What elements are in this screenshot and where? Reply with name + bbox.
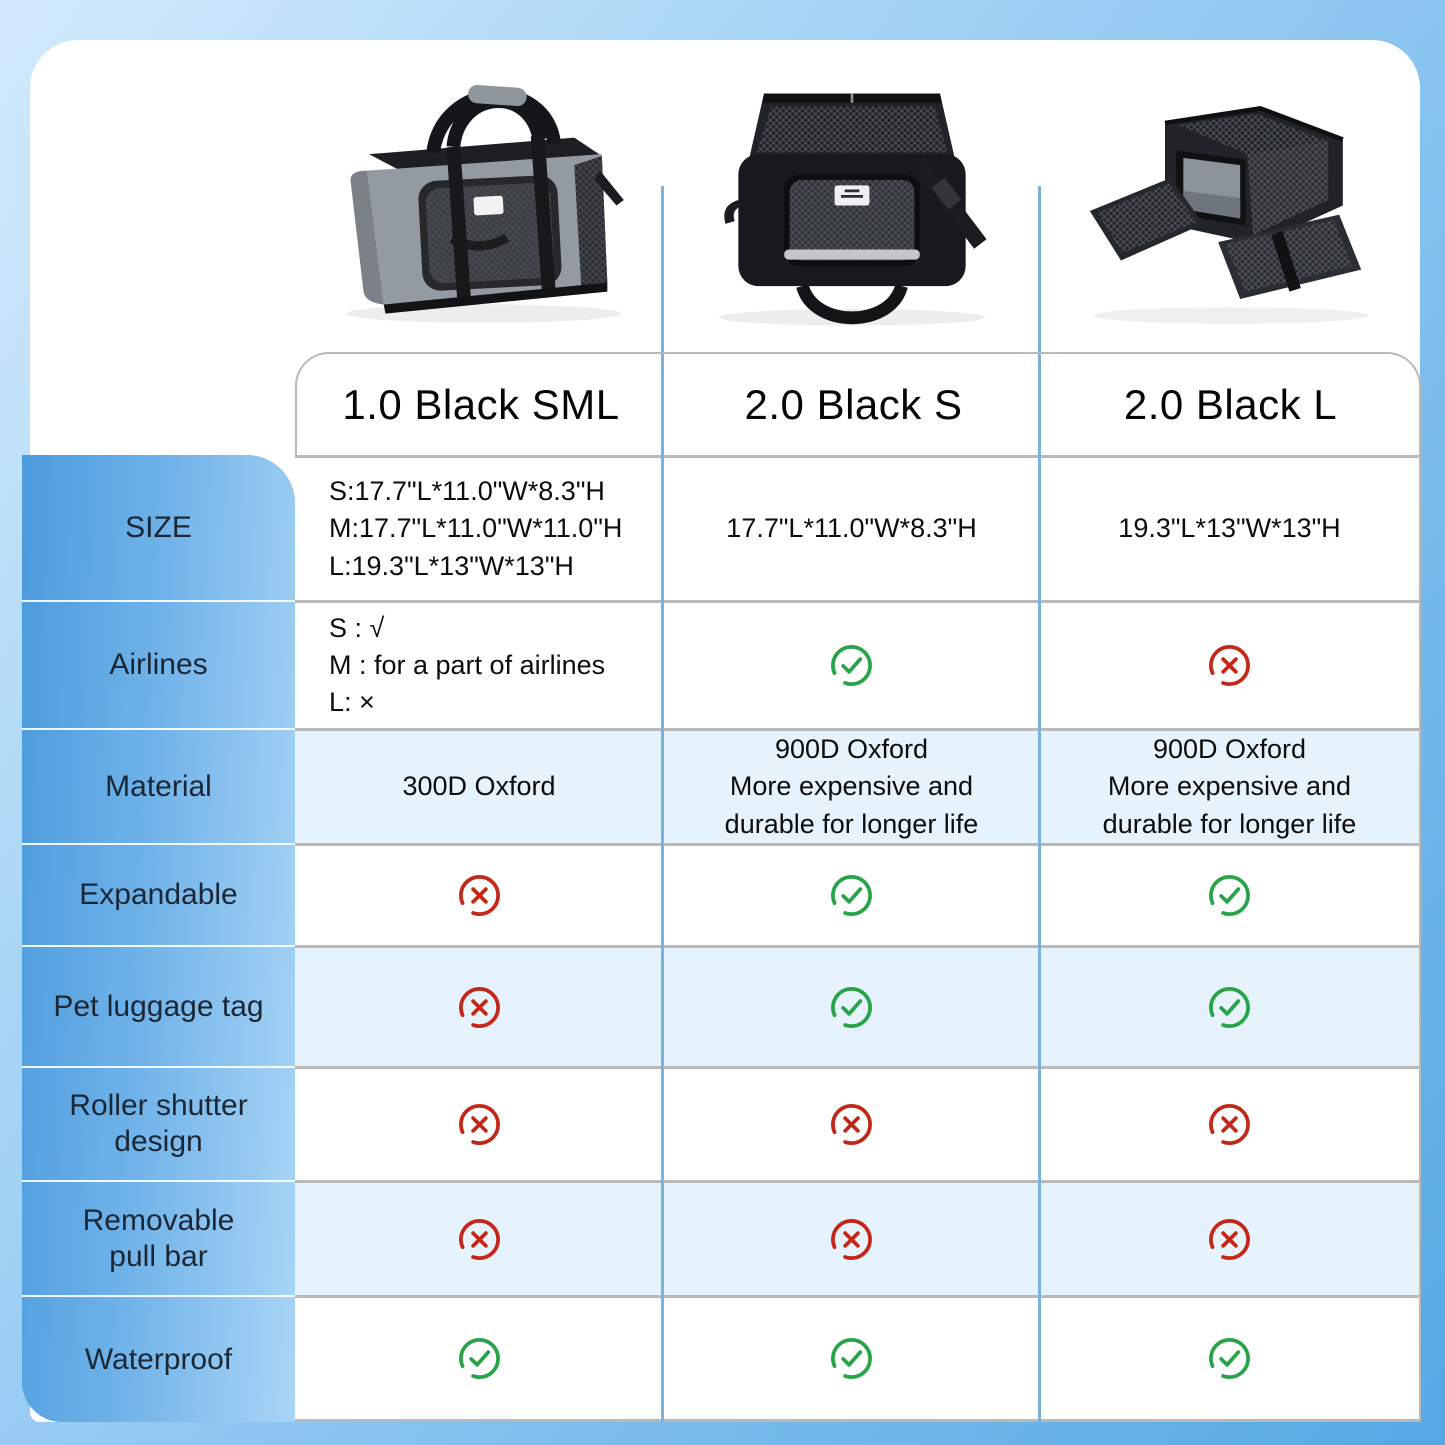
cell-airlines-col2 — [663, 603, 1040, 728]
product-name-1: 1.0 Black SML — [342, 380, 620, 428]
cell-material-col1: 300D Oxford — [402, 771, 556, 802]
circled-check-icon — [828, 872, 875, 919]
circled-cross-icon — [456, 872, 503, 919]
cell-airlines-col1: S : √ M : for a part of airlines L: × — [329, 612, 606, 718]
circled-cross-icon — [828, 1216, 875, 1263]
product-name-3: 2.0 Black L — [1123, 380, 1338, 428]
cell-roller-shutter-design-col3 — [1040, 1069, 1419, 1180]
cell-roller-shutter-design-col1 — [295, 1069, 663, 1180]
table-row-airlines — [295, 600, 1419, 728]
circled-check-icon — [828, 1335, 875, 1382]
circled-cross-icon — [456, 1216, 503, 1263]
table-row-waterproof — [295, 1295, 1419, 1422]
cell-waterproof-col1 — [295, 1298, 663, 1419]
cell-airlines-col3 — [1040, 603, 1419, 728]
row-label-size: SIZE — [125, 510, 192, 544]
circled-check-icon — [828, 984, 875, 1031]
product-header-row — [295, 352, 1421, 455]
cell-size-col1: S:17.7"L*11.0"W*8.3"H M:17.7"L*11.0"W*11.0"H L:19.3"L*13"W*13"H — [329, 476, 623, 581]
row-label-expandable: Expandable — [22, 843, 295, 945]
cell-expandable-col1 — [295, 846, 663, 945]
row-label-roller-shutter-design: Roller shutter design — [22, 1066, 295, 1180]
circled-check-icon — [828, 642, 875, 689]
circled-check-icon — [1206, 1335, 1253, 1382]
cell-removable-pull-bar-col1 — [295, 1183, 663, 1295]
cell-roller-shutter-design-col2 — [663, 1069, 1040, 1180]
circled-cross-icon — [456, 984, 503, 1031]
black-carrier-expanded-top-image — [687, 55, 1017, 345]
table-row-material — [295, 728, 1419, 843]
table-row-roller-shutter-design — [295, 1066, 1419, 1180]
cell-removable-pull-bar-col3 — [1040, 1183, 1419, 1295]
row-label-pet-luggage-tag: Pet luggage tag — [22, 945, 295, 1066]
product-photo-3 — [1040, 50, 1421, 350]
circled-cross-icon — [828, 1101, 875, 1148]
product-photo-1 — [295, 50, 663, 350]
cell-pet-luggage-tag-col3 — [1040, 948, 1419, 1066]
cell-material-col2: 900D Oxford More expensive and durable for longer life — [724, 734, 979, 839]
product-name-2: 2.0 Black S — [744, 380, 963, 428]
row-label-material: Material — [22, 728, 295, 843]
circled-cross-icon — [1206, 642, 1253, 689]
row-label-waterproof: Waterproof — [22, 1295, 295, 1422]
circled-check-icon — [1206, 984, 1253, 1031]
row-label-airlines: Airlines — [22, 600, 295, 728]
comparison-table-body — [295, 455, 1421, 1422]
black-carrier-expanded-sides-image — [1066, 55, 1396, 345]
circled-check-icon — [456, 1335, 503, 1382]
cell-material-col3: 900D Oxford More expensive and durable for longer life — [1102, 734, 1357, 839]
table-row-removable-pull-bar — [295, 1180, 1419, 1295]
circled-cross-icon — [1206, 1101, 1253, 1148]
circled-cross-icon — [456, 1101, 503, 1148]
table-row-expandable — [295, 843, 1419, 945]
circled-cross-icon — [1206, 1216, 1253, 1263]
feature-label-column — [22, 455, 295, 1422]
cell-pet-luggage-tag-col1 — [295, 948, 663, 1066]
cell-waterproof-col3 — [1040, 1298, 1419, 1419]
product-photo-2 — [663, 50, 1040, 350]
cell-size-col3: 19.3"L*13"W*13"H — [1118, 513, 1341, 544]
table-row-pet-luggage-tag — [295, 945, 1419, 1066]
cell-removable-pull-bar-col2 — [663, 1183, 1040, 1295]
cell-expandable-col2 — [663, 846, 1040, 945]
table-row-size — [295, 455, 1419, 600]
product-photo-strip — [295, 50, 1421, 350]
cell-waterproof-col2 — [663, 1298, 1040, 1419]
cell-pet-luggage-tag-col2 — [663, 948, 1040, 1066]
grey-duffel-carrier-image — [314, 55, 644, 345]
cell-expandable-col3 — [1040, 846, 1419, 945]
row-label-removable-pull-bar: Removable pull bar — [22, 1180, 295, 1295]
cell-size-col2: 17.7"L*11.0"W*8.3"H — [726, 513, 977, 544]
circled-check-icon — [1206, 872, 1253, 919]
